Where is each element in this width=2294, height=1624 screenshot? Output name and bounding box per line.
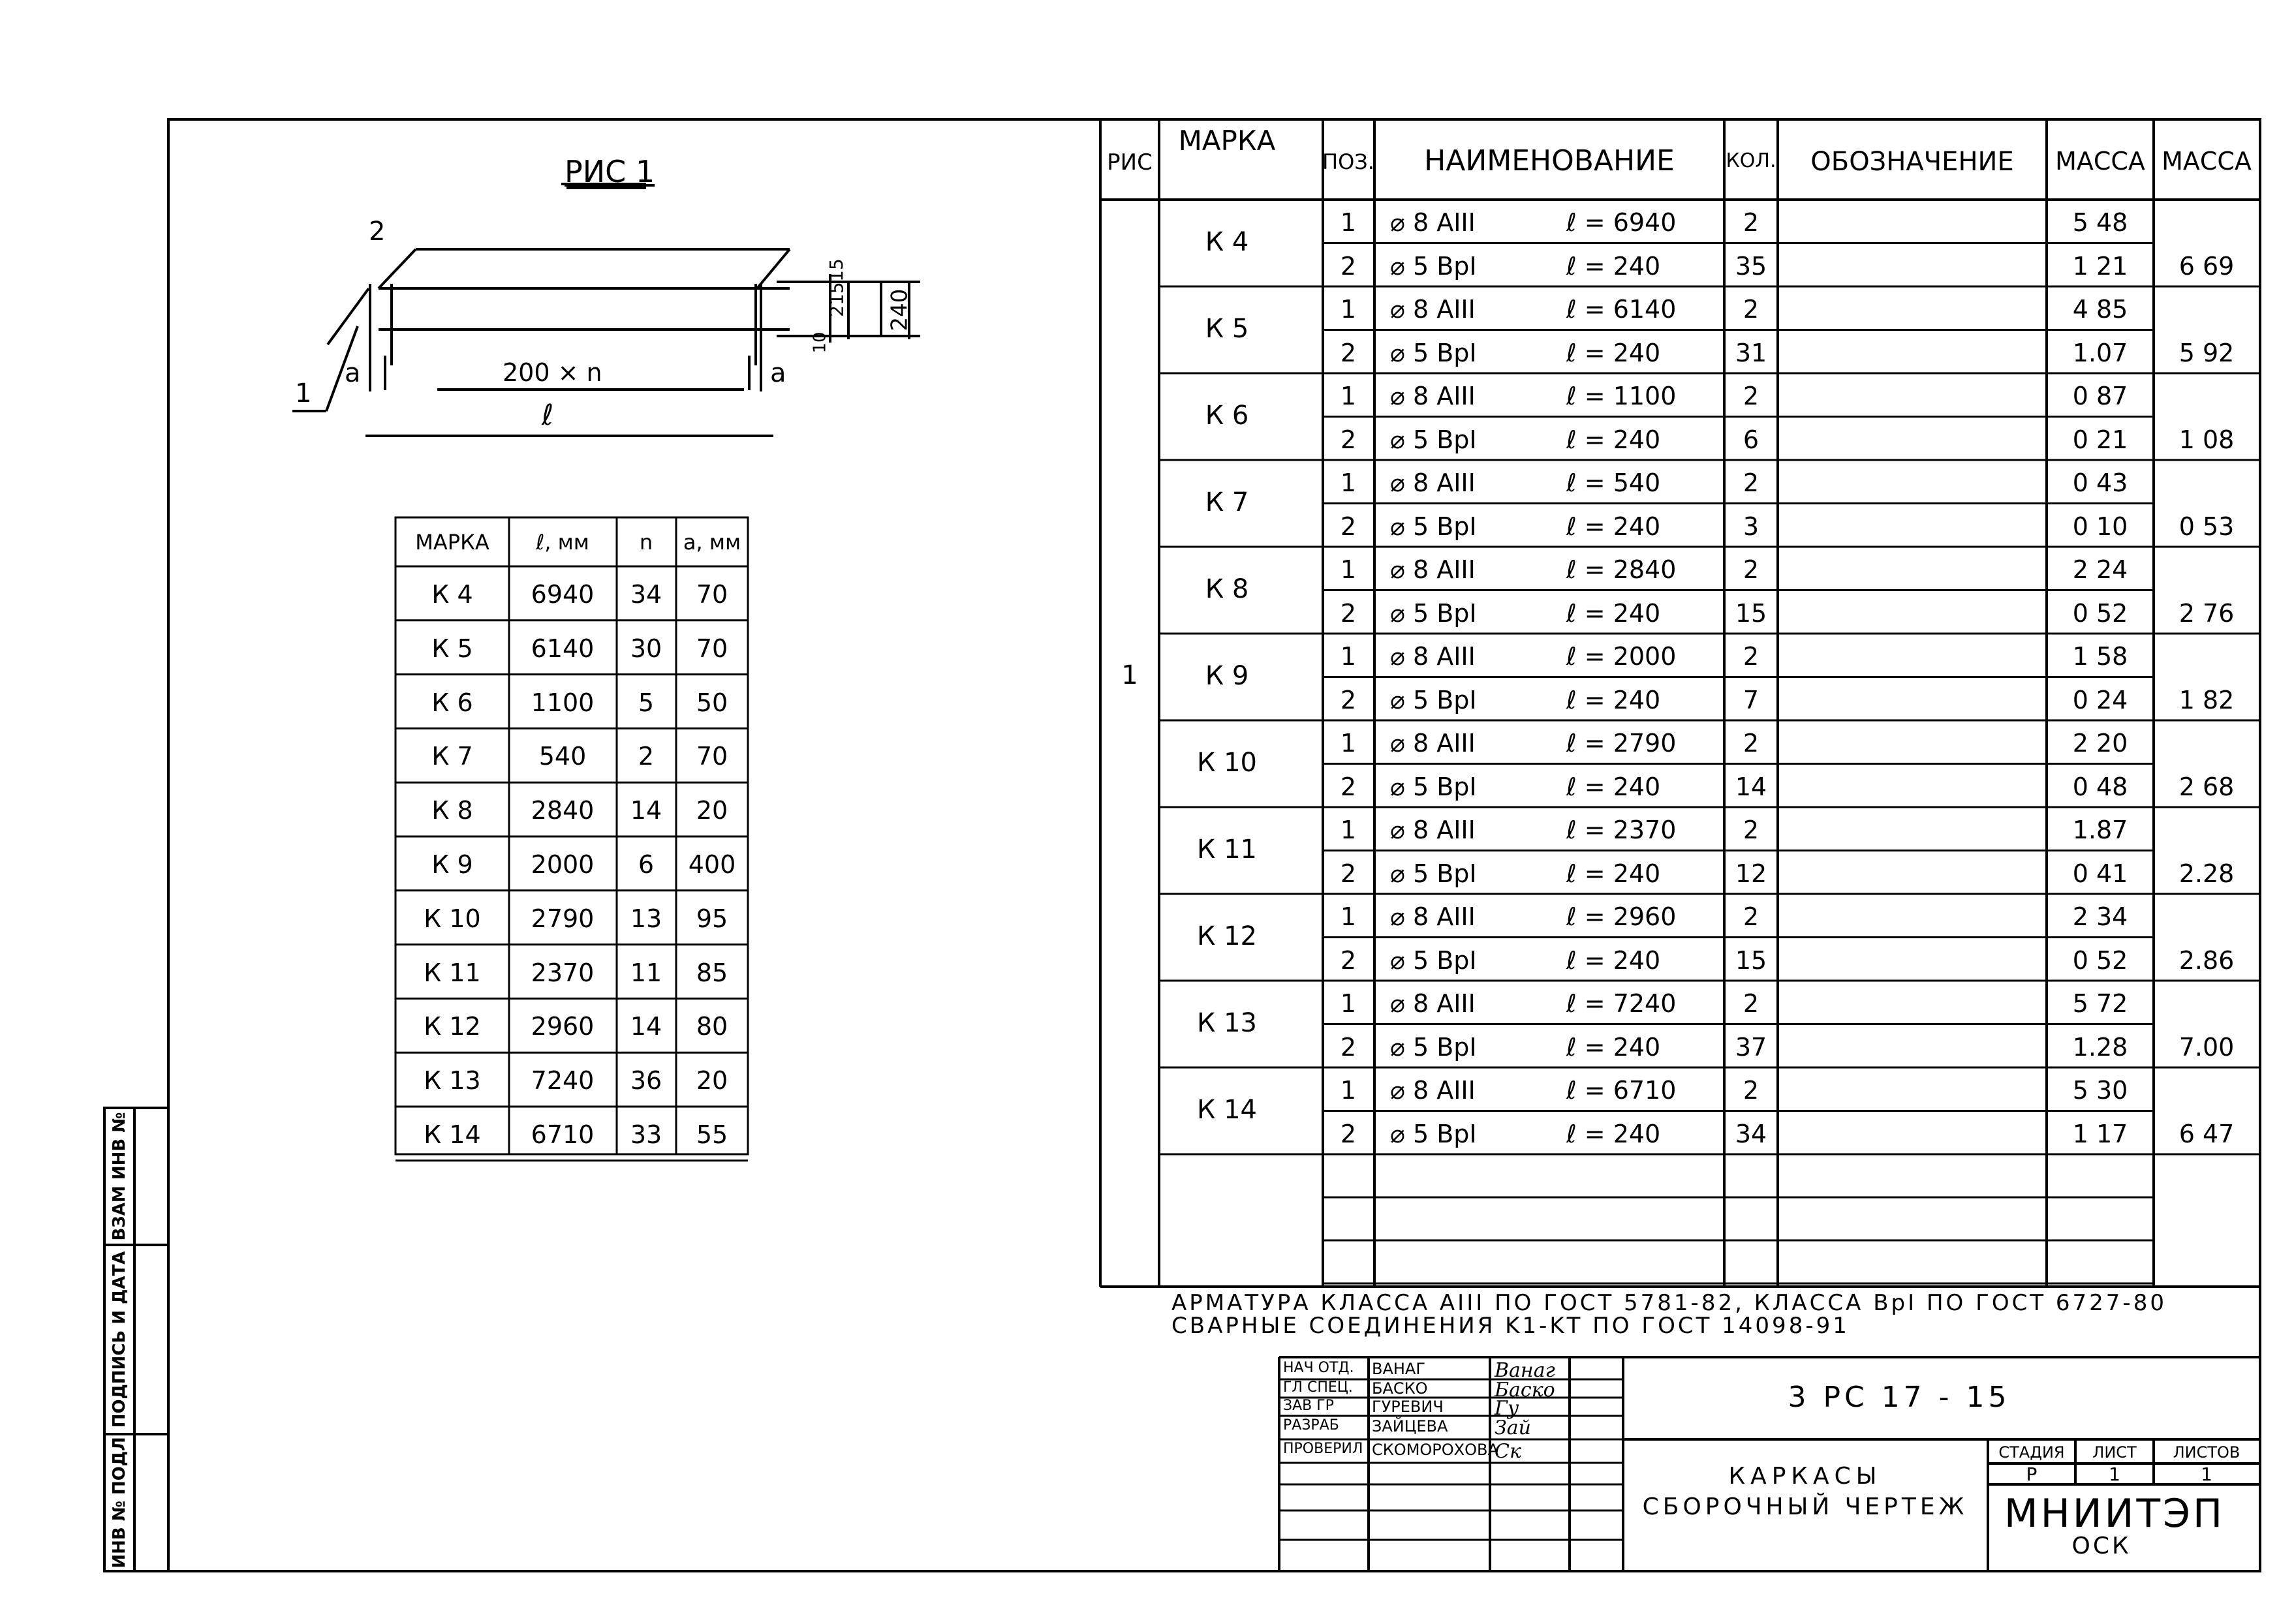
dims-cell: 6940	[531, 580, 595, 609]
header-ris: РИС	[1107, 149, 1153, 176]
spec-marka: К 7	[1205, 487, 1249, 517]
spec-total-mass: 2.86	[2178, 945, 2235, 975]
org-name: МНИИТЭП	[2004, 1491, 2225, 1537]
spec-kol: 15	[1735, 945, 1767, 975]
dims-cell: 2	[638, 742, 655, 771]
spec-marka: К 11	[1196, 834, 1258, 865]
dims-cell: 34	[630, 580, 662, 609]
spec-poz: 2	[1340, 425, 1357, 454]
title-signature: Ск	[1495, 1440, 1521, 1463]
spec-mass: 0 41	[2072, 859, 2128, 888]
spec-poz: 1	[1340, 729, 1357, 758]
spec-length: ℓ = 240	[1566, 685, 1661, 714]
spec-total-mass: 1 82	[2178, 685, 2235, 714]
dims-cell: К 4	[431, 580, 473, 609]
spec-length: ℓ = 240	[1566, 1032, 1661, 1062]
dims-cell: 11	[630, 958, 662, 987]
title-role: ГЛ СПЕЦ.	[1283, 1379, 1353, 1396]
dims-cell: 20	[696, 1066, 728, 1095]
dims-cell: 30	[630, 634, 662, 663]
spec-kol: 15	[1735, 598, 1767, 628]
dims-cell: 20	[696, 796, 728, 825]
dims-cell: К 6	[431, 688, 473, 717]
spec-marka: К 10	[1196, 747, 1258, 778]
note-line-2: СВАРНЫЕ СОЕДИНЕНИЯ K1-KТ ПО ГОСТ 14098-91	[1171, 1313, 1850, 1339]
spec-name: ⌀ 8 AIII	[1390, 468, 1476, 497]
spec-marka: К 13	[1196, 1007, 1258, 1038]
spec-name: ⌀ 5 BpI	[1390, 338, 1477, 367]
spec-mass: 2 34	[2072, 902, 2128, 931]
header-name: НАИМЕНОВАНИЕ	[1424, 144, 1675, 177]
figure-title: РИС 1	[565, 154, 655, 189]
spec-name: ⌀ 5 BpI	[1390, 772, 1477, 801]
spec-total-mass: 2 68	[2178, 772, 2235, 801]
spec-poz: 2	[1340, 1032, 1357, 1062]
dims-cell: 14	[630, 1012, 662, 1041]
spec-poz: 1	[1340, 208, 1357, 237]
spec-marka: К 6	[1205, 400, 1249, 431]
spec-kol: 12	[1735, 859, 1767, 888]
spec-poz: 1	[1340, 295, 1357, 324]
spec-poz: 2	[1340, 685, 1357, 714]
spec-kol: 2	[1743, 295, 1759, 324]
spec-length: ℓ = 2790	[1566, 729, 1677, 758]
spec-name: ⌀ 5 BpI	[1390, 512, 1477, 541]
spec-length: ℓ = 240	[1566, 425, 1661, 454]
dims-header-cell: a, мм	[683, 530, 741, 555]
spec-kol: 3	[1743, 512, 1759, 541]
spec-kol: 2	[1743, 382, 1759, 410]
spec-kol: 2	[1743, 555, 1759, 584]
spec-mass: 4 85	[2072, 295, 2128, 324]
dims-cell: К 8	[431, 796, 473, 825]
dims-cell: К 11	[424, 958, 481, 987]
spec-kol: 2	[1743, 816, 1759, 844]
figure-label-pos1: 1	[295, 378, 312, 408]
spec-name: ⌀ 5 BpI	[1390, 1032, 1477, 1062]
header-poz: ПОЗ.	[1322, 149, 1374, 174]
spec-length: ℓ = 6940	[1566, 208, 1677, 237]
spec-length: ℓ = 6140	[1566, 295, 1677, 324]
dims-header-cell: МАРКА	[415, 530, 489, 555]
dims-cell: К 10	[424, 904, 481, 933]
spec-poz: 1	[1340, 382, 1357, 410]
spec-name: ⌀ 5 BpI	[1390, 251, 1477, 281]
dims-cell: 33	[630, 1120, 662, 1149]
org-sub: ОСК	[2071, 1533, 2131, 1559]
spec-name: ⌀ 5 BpI	[1390, 859, 1477, 888]
dims-cell: 14	[630, 796, 662, 825]
figure-label-l: ℓ	[542, 399, 554, 432]
spec-length: ℓ = 240	[1566, 1119, 1661, 1148]
dims-cell: 2840	[531, 796, 595, 825]
figure-label-10: 10	[810, 331, 830, 354]
spec-length: ℓ = 240	[1566, 338, 1661, 367]
dims-cell: К 12	[424, 1012, 481, 1041]
spec-name: ⌀ 5 BpI	[1390, 685, 1477, 714]
dims-cell: 85	[696, 958, 728, 987]
spec-marka: К 4	[1205, 226, 1249, 257]
spec-length: ℓ = 2000	[1566, 642, 1677, 671]
spec-marka: К 8	[1205, 574, 1249, 604]
spec-name: ⌀ 5 BpI	[1390, 425, 1477, 454]
title-role: ЗАВ ГР	[1283, 1398, 1334, 1414]
dims-cell: 95	[696, 904, 728, 933]
spec-mass: 0 24	[2072, 685, 2128, 714]
spec-poz: 2	[1340, 1119, 1357, 1148]
spec-marka: К 9	[1205, 660, 1249, 691]
spec-length: ℓ = 240	[1566, 859, 1661, 888]
doc-code: 3 РС 17 - 15	[1788, 1381, 2011, 1414]
spec-kol: 14	[1735, 772, 1767, 801]
spec-mass: 0 10	[2072, 512, 2128, 541]
spec-mass: 5 30	[2072, 1076, 2128, 1105]
spec-poz: 2	[1340, 859, 1357, 888]
header-oboz: ОБОЗНАЧЕНИЕ	[1810, 147, 2014, 177]
spec-mass: 1 21	[2072, 251, 2128, 281]
spec-name: ⌀ 8 AIII	[1390, 1076, 1476, 1105]
dims-cell: 55	[696, 1120, 728, 1149]
spec-length: ℓ = 1100	[1566, 382, 1677, 410]
spec-total-mass: 1 08	[2178, 425, 2235, 454]
dims-header-cell: n	[639, 530, 653, 555]
spec-kol: 37	[1735, 1032, 1767, 1062]
stage-label: СТАДИЯ	[1998, 1443, 2065, 1462]
spec-poz: 1	[1340, 816, 1357, 844]
title-role: НАЧ ОТД.	[1283, 1360, 1354, 1376]
side-stamp-podpis: ПОДПИСЬ И ДАТА	[110, 1251, 129, 1428]
dims-cell: 2790	[531, 904, 595, 933]
spec-name: ⌀ 8 AIII	[1390, 555, 1476, 584]
spec-kol: 2	[1743, 208, 1759, 237]
spec-poz: 2	[1340, 512, 1357, 541]
spec-total-mass: 0 53	[2178, 512, 2235, 541]
spec-name: ⌀ 5 BpI	[1390, 598, 1477, 628]
spec-kol: 34	[1735, 1119, 1767, 1148]
spec-length: ℓ = 7240	[1566, 989, 1677, 1018]
side-stamp-inv-podl: ИНВ № ПОДЛ	[110, 1437, 129, 1569]
spec-poz: 2	[1340, 598, 1357, 628]
spec-mass: 5 72	[2072, 989, 2128, 1018]
spec-kol: 7	[1743, 685, 1759, 714]
title-signature: Ванаг	[1495, 1359, 1555, 1382]
title-role: РАЗРАБ	[1283, 1417, 1339, 1433]
spec-mass: 0 48	[2072, 772, 2128, 801]
header-marka: МАРКА	[1178, 125, 1276, 157]
spec-name: ⌀ 8 AIII	[1390, 729, 1476, 758]
spec-name: ⌀ 5 BpI	[1390, 1119, 1477, 1148]
header-kol: КОЛ.	[1726, 149, 1776, 172]
spec-length: ℓ = 6710	[1566, 1076, 1677, 1105]
spec-poz: 2	[1340, 338, 1357, 367]
spec-poz: 2	[1340, 945, 1357, 975]
sheet-label: ЛИСТ	[2092, 1443, 2137, 1462]
spec-length: ℓ = 540	[1566, 468, 1661, 497]
spec-total-mass: 2.28	[2178, 859, 2235, 888]
spec-mass: 0 52	[2072, 598, 2128, 628]
spec-kol: 2	[1743, 1076, 1759, 1105]
spec-length: ℓ = 2840	[1566, 555, 1677, 584]
title-name: СКОМОРОХОВА	[1372, 1441, 1498, 1459]
title-signature: Зай	[1495, 1417, 1531, 1439]
sheets-value: 1	[2201, 1463, 2212, 1485]
spec-name: ⌀ 5 BpI	[1390, 945, 1477, 975]
spec-poz: 1	[1340, 468, 1357, 497]
spec-total-mass: 6 47	[2178, 1119, 2235, 1148]
spec-poz: 1	[1340, 989, 1357, 1018]
dims-cell: 7240	[531, 1066, 595, 1095]
dims-header-cell: ℓ, мм	[536, 530, 589, 555]
spec-marka: К 12	[1196, 921, 1258, 951]
spec-mass: 0 87	[2072, 382, 2128, 410]
dims-cell: 2370	[531, 958, 595, 987]
dims-cell: К 7	[431, 742, 473, 771]
title-signature: Гу	[1495, 1397, 1519, 1420]
spec-poz: 1	[1340, 642, 1357, 671]
figure-label-pos2: 2	[369, 217, 386, 247]
spec-length: ℓ = 240	[1566, 251, 1661, 281]
title-name: ГУРЕВИЧ	[1372, 1398, 1444, 1416]
dims-cell: 80	[696, 1012, 728, 1041]
spec-mass: 1.07	[2072, 338, 2128, 367]
figure-label-15: 15	[825, 258, 847, 282]
sheets-label: ЛИСТОВ	[2173, 1443, 2240, 1462]
dims-cell: 50	[696, 688, 728, 717]
spec-name: ⌀ 8 AIII	[1390, 382, 1476, 410]
figure-label-a-right: a	[770, 358, 786, 388]
spec-poz: 1	[1340, 1076, 1357, 1105]
dims-cell: 6	[638, 850, 655, 879]
sheet-value: 1	[2109, 1463, 2120, 1485]
ris-value: 1	[1121, 660, 1138, 690]
figure-label-215: 215	[826, 282, 848, 317]
spec-poz: 2	[1340, 772, 1357, 801]
spec-kol: 35	[1735, 251, 1767, 281]
doc-title-line1: КАРКАСЫ	[1728, 1463, 1882, 1490]
title-name: ВАНАГ	[1372, 1360, 1425, 1378]
spec-length: ℓ = 240	[1566, 772, 1661, 801]
spec-name: ⌀ 8 AIII	[1390, 989, 1476, 1018]
dims-cell: 1100	[531, 688, 595, 717]
figure-label-200n: 200 × n	[503, 358, 602, 387]
spec-mass: 0 43	[2072, 468, 2128, 497]
stage-value: Р	[2026, 1463, 2038, 1485]
side-stamp-vzam: ВЗАМ ИНВ №	[110, 1112, 129, 1241]
dims-cell: 6140	[531, 634, 595, 663]
spec-poz: 2	[1340, 251, 1357, 281]
title-name: ЗАЙЦЕВА	[1372, 1417, 1448, 1435]
spec-mass: 2 24	[2072, 555, 2128, 584]
spec-total-mass: 6 69	[2178, 251, 2235, 281]
spec-kol: 31	[1735, 338, 1767, 367]
spec-name: ⌀ 8 AIII	[1390, 902, 1476, 931]
spec-name: ⌀ 8 AIII	[1390, 642, 1476, 671]
spec-mass: 0 21	[2072, 425, 2128, 454]
spec-kol: 6	[1743, 425, 1759, 454]
dims-cell: 2000	[531, 850, 595, 879]
spec-marka: К 5	[1205, 313, 1249, 344]
spec-kol: 2	[1743, 642, 1759, 671]
spec-name: ⌀ 8 AIII	[1390, 295, 1476, 324]
spec-name: ⌀ 8 AIII	[1390, 816, 1476, 844]
spec-total-mass: 7.00	[2178, 1032, 2235, 1062]
spec-total-mass: 2 76	[2178, 598, 2235, 628]
figure-label-240: 240	[886, 288, 913, 331]
dims-cell: 36	[630, 1066, 662, 1095]
dims-cell: 2960	[531, 1012, 595, 1041]
dims-cell: 70	[696, 580, 728, 609]
spec-length: ℓ = 240	[1566, 945, 1661, 975]
spec-mass: 0 52	[2072, 945, 2128, 975]
spec-marka: К 14	[1196, 1094, 1258, 1125]
dims-cell: 6710	[531, 1120, 595, 1149]
spec-poz: 1	[1340, 902, 1357, 931]
dims-cell: К 5	[431, 634, 473, 663]
dims-cell: К 9	[431, 850, 473, 879]
spec-mass: 1.87	[2072, 816, 2128, 844]
dims-cell: 400	[688, 850, 736, 879]
dims-cell: 13	[630, 904, 662, 933]
doc-title-line2: СБОРОЧНЫЙ ЧЕРТЕЖ	[1642, 1494, 1968, 1520]
spec-kol: 2	[1743, 468, 1759, 497]
title-signature: Баско	[1495, 1379, 1555, 1402]
figure-label-a-left: a	[345, 358, 361, 388]
title-name: БАСКО	[1372, 1379, 1428, 1398]
spec-mass: 5 48	[2072, 208, 2128, 237]
dims-cell: К 13	[424, 1066, 481, 1095]
spec-mass: 2 20	[2072, 729, 2128, 758]
spec-total-mass: 5 92	[2178, 338, 2235, 367]
dims-cell: 70	[696, 634, 728, 663]
note-line-1: АРМАТУРА КЛАССА AIII ПО ГОСТ 5781-82, КЛАССА BpI ПО ГОСТ 6727-80	[1171, 1290, 2167, 1316]
spec-name: ⌀ 8 AIII	[1390, 208, 1476, 237]
spec-mass: 1 58	[2072, 642, 2128, 671]
spec-kol: 2	[1743, 902, 1759, 931]
spec-length: ℓ = 240	[1566, 598, 1661, 628]
dims-cell: К 14	[424, 1120, 481, 1149]
spec-mass: 1 17	[2072, 1119, 2128, 1148]
header-massa2: МАССА	[2162, 147, 2252, 176]
spec-mass: 1.28	[2072, 1032, 2128, 1062]
dims-cell: 5	[638, 688, 655, 717]
spec-kol: 2	[1743, 989, 1759, 1018]
dims-cell: 540	[538, 742, 587, 771]
spec-length: ℓ = 2370	[1566, 816, 1677, 844]
spec-length: ℓ = 240	[1566, 512, 1661, 541]
spec-poz: 1	[1340, 555, 1357, 584]
header-massa1: МАССА	[2055, 147, 2145, 176]
spec-kol: 2	[1743, 729, 1759, 758]
spec-length: ℓ = 2960	[1566, 902, 1677, 931]
dims-cell: 70	[696, 742, 728, 771]
title-role: ПРОВЕРИЛ	[1283, 1441, 1363, 1457]
